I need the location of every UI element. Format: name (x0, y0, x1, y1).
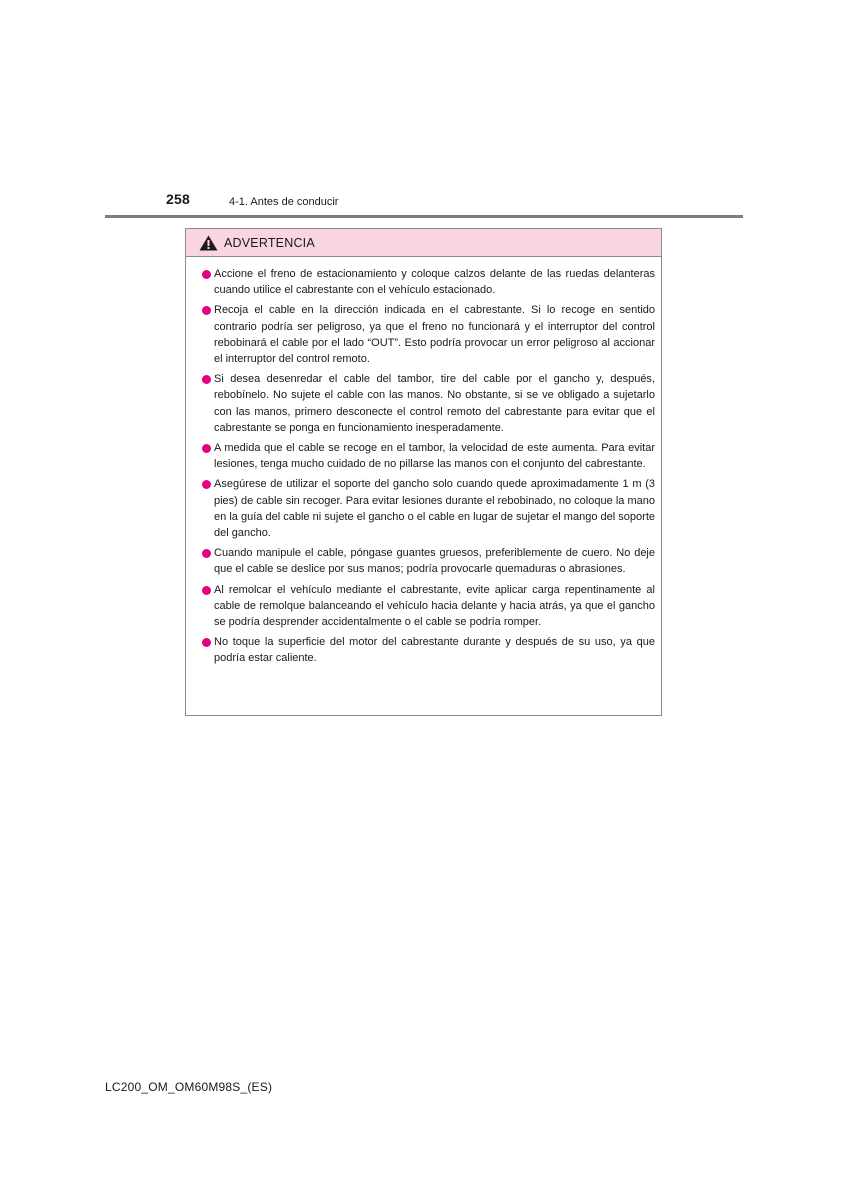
bullet-icon (202, 444, 211, 453)
section-title: 4-1. Antes de conducir (229, 196, 339, 208)
document-code: LC200_OM_OM60M98S_(ES) (105, 1080, 273, 1094)
warning-title: ADVERTENCIA (224, 235, 315, 250)
warning-item (202, 302, 655, 367)
warning-item (202, 440, 655, 472)
header-divider (105, 215, 743, 218)
bullet-icon (202, 586, 211, 595)
warning-item-text: Al remolcar el vehículo mediante el cabrestante, evite aplicar carga repentinamente al cable de remolque balanceando el vehículo hacia delante y hacia atrás, ya que el gancho se podría desprender accidentalmente o el cable se podría romper. (214, 583, 655, 629)
warning-item (202, 634, 655, 666)
warning-item (202, 582, 655, 631)
warning-item-text: Recoja el cable en la dirección indicada en el cabrestante. Si lo recoge en sentido contrario podría ser peligroso, ya que el freno no funcionará y el interruptor del control rebobinará el cable por el lado “OUT”. Esto podría provocar un error peligroso al accionar el interruptor del control remoto. (214, 304, 655, 366)
warning-item-text: Accione el freno de estacionamiento y coloque calzos delante de las ruedas delanteras cuando utilice el cabrestante con el vehículo estacionado. (214, 268, 655, 297)
warning-header (186, 229, 661, 257)
warning-item-text: A medida que el cable se recoge en el tambor, la velocidad de este aumenta. Para evitar lesiones, tenga mucho cuidado de no pillarse las manos con el conjunto del cabrestante. (214, 442, 655, 471)
page-number: 258 (166, 191, 190, 207)
bullet-icon (202, 270, 211, 279)
warning-box (185, 228, 662, 716)
warning-item-text: Asegúrese de utilizar el soporte del gancho solo cuando quede aproximadamente 1 m (3 pies) de cable sin recoger. Para evitar lesiones durante el rebobinado, no coloque la mano en la guía del cable ni sujete el gancho o el cable en lugar de sujetar el mango del soporte del gancho. (214, 478, 655, 540)
warning-item (202, 266, 655, 298)
warning-item (202, 545, 655, 577)
warning-item-text: Cuando manipule el cable, póngase guantes gruesos, preferiblemente de cuero. No deje que el cable se deslice por sus manos; podría provocarle quemaduras o abrasiones. (214, 547, 655, 576)
warning-triangle-icon (199, 235, 218, 251)
bullet-icon (202, 480, 211, 489)
warning-item-text: No toque la superficie del motor del cabrestante durante y después de su uso, ya que podría estar caliente. (214, 636, 655, 665)
bullet-icon (202, 306, 211, 315)
warning-list (186, 257, 661, 667)
bullet-icon (202, 549, 211, 558)
bullet-icon (202, 638, 211, 647)
warning-item-text: Si desea desenredar el cable del tambor, tire del cable por el gancho y, después, rebobínelo. No sujete el cable con las manos. No obstante, si se ve obligado a sujetarlo con las manos, primero desconecte el control remoto del cabrestante para evitar que el cabrestante se ponga en funcionamiento inesperadamente. (214, 373, 655, 434)
warning-item (202, 476, 655, 541)
warning-item (202, 371, 655, 436)
bullet-icon (202, 375, 211, 384)
